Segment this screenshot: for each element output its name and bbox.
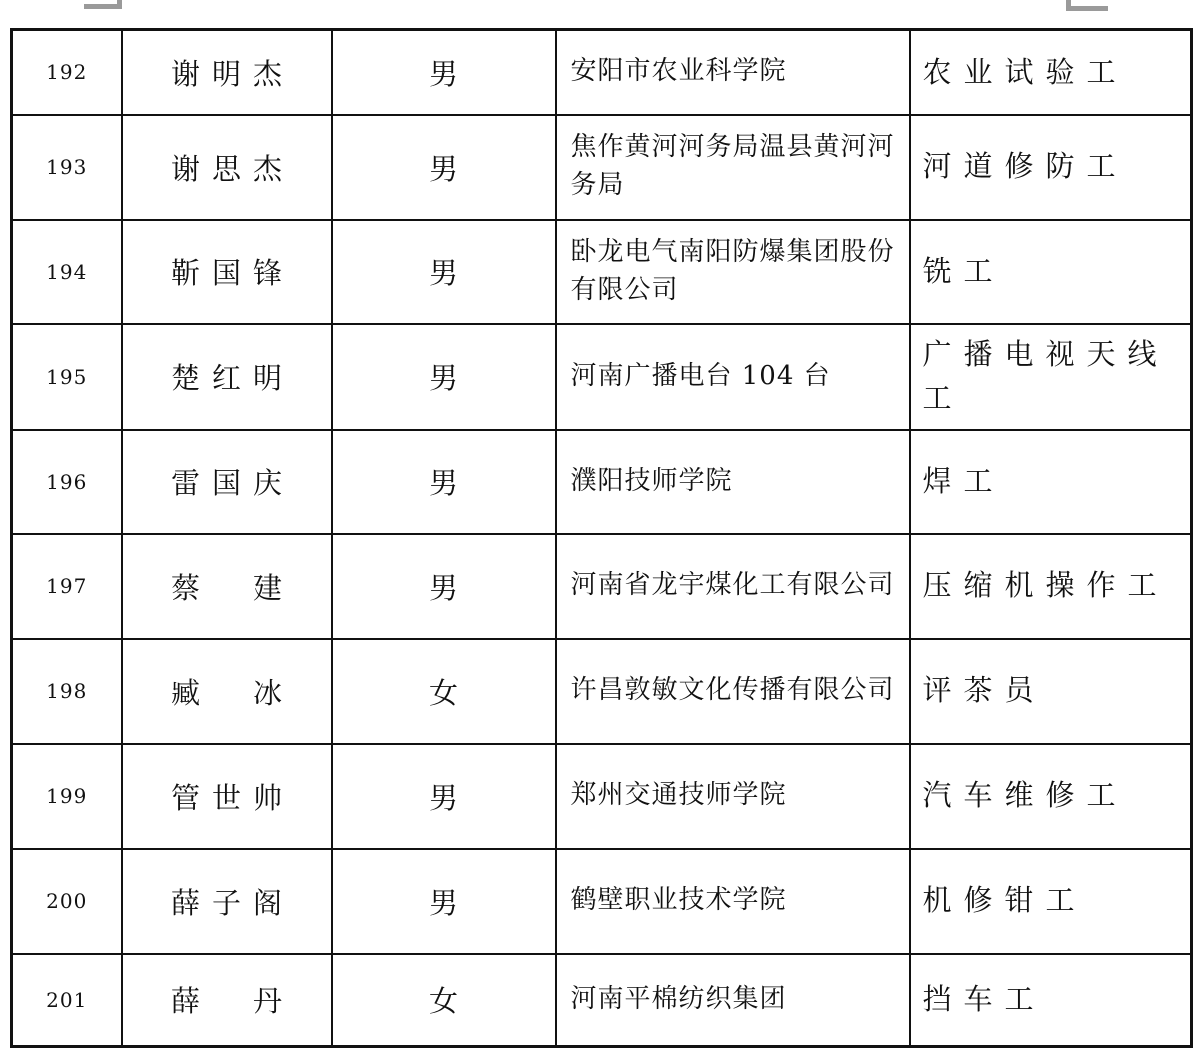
table-row	[12, 30, 1192, 115]
cell-number: 197	[12, 534, 122, 639]
fragment-horizontal-bar	[84, 4, 122, 9]
cell-organization: 河南平棉纺织集团	[556, 954, 910, 1047]
cell-organization: 郑州交通技师学院	[556, 744, 910, 849]
cell-gender: 男	[332, 430, 556, 534]
cell-number: 201	[12, 954, 122, 1047]
cell-organization: 鹤壁职业技术学院	[556, 849, 910, 954]
cell-number: 198	[12, 639, 122, 744]
table-row	[12, 324, 1192, 430]
cell-gender: 男	[332, 849, 556, 954]
cell-name: 薛子阁	[122, 849, 332, 954]
cell-number: 192	[12, 30, 122, 115]
table-row	[12, 954, 1192, 1047]
table-row	[12, 639, 1192, 744]
cell-job: 评茶员	[910, 639, 1192, 744]
cell-gender: 男	[332, 115, 556, 220]
cell-number: 194	[12, 220, 122, 324]
cell-organization: 濮阳技师学院	[556, 430, 910, 534]
cell-organization: 卧龙电气南阳防爆集团股份有限公司	[556, 220, 910, 324]
cell-name: 臧 冰	[122, 639, 332, 744]
cell-job: 河道修防工	[910, 115, 1192, 220]
cell-organization: 河南广播电台 104 台	[556, 324, 910, 430]
cell-organization: 安阳市农业科学院	[556, 30, 910, 115]
table-row	[12, 534, 1192, 639]
roster-table-body	[12, 30, 1192, 1047]
clipped-ui-fragment-left	[84, 0, 124, 10]
cell-organization: 焦作黄河河务局温县黄河河务局	[556, 115, 910, 220]
fragment-horizontal-bar	[1066, 6, 1108, 11]
table-row	[12, 430, 1192, 534]
cell-number: 199	[12, 744, 122, 849]
cell-gender: 男	[332, 534, 556, 639]
cell-gender: 女	[332, 954, 556, 1047]
clipped-ui-fragment-right	[1066, 0, 1110, 12]
cell-job: 广播电视天线工	[910, 324, 1192, 430]
table-row	[12, 744, 1192, 849]
cell-name: 谢思杰	[122, 115, 332, 220]
cell-number: 193	[12, 115, 122, 220]
cell-name: 蔡 建	[122, 534, 332, 639]
cell-name: 靳国锋	[122, 220, 332, 324]
cell-organization: 许昌敦敏文化传播有限公司	[556, 639, 910, 744]
cell-job: 压缩机操作工	[910, 534, 1192, 639]
cell-name: 薛 丹	[122, 954, 332, 1047]
cell-name: 谢明杰	[122, 30, 332, 115]
cell-job: 汽车维修工	[910, 744, 1192, 849]
cell-gender: 男	[332, 30, 556, 115]
cell-gender: 男	[332, 744, 556, 849]
cell-name: 管世帅	[122, 744, 332, 849]
cell-job: 农业试验工	[910, 30, 1192, 115]
table-row	[12, 115, 1192, 220]
cell-number: 196	[12, 430, 122, 534]
roster-table	[10, 28, 1193, 1048]
cell-job: 挡车工	[910, 954, 1192, 1047]
cell-name: 楚红明	[122, 324, 332, 430]
cell-number: 195	[12, 324, 122, 430]
cell-job: 焊工	[910, 430, 1192, 534]
cell-name: 雷国庆	[122, 430, 332, 534]
cell-organization: 河南省龙宇煤化工有限公司	[556, 534, 910, 639]
cell-gender: 女	[332, 639, 556, 744]
table-row	[12, 220, 1192, 324]
cell-number: 200	[12, 849, 122, 954]
table-row	[12, 849, 1192, 954]
cell-job: 铣工	[910, 220, 1192, 324]
cell-job: 机修钳工	[910, 849, 1192, 954]
cell-gender: 男	[332, 220, 556, 324]
cell-gender: 男	[332, 324, 556, 430]
